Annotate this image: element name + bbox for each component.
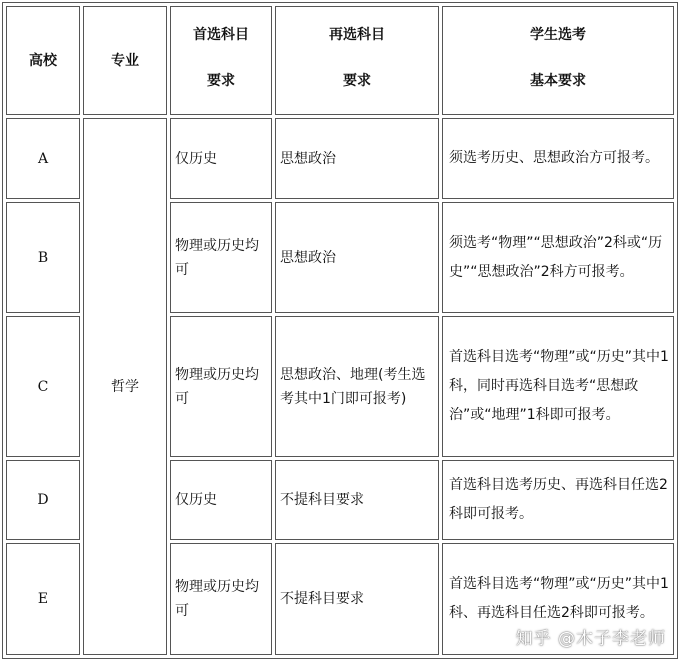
- subject-requirements-table: [2, 2, 678, 659]
- requirement-cell: 首选科目选考“物理”或“历史”其中1科、再选科目任选2科即可报考。: [442, 543, 674, 655]
- first-subject-cell: 仅历史: [170, 118, 272, 199]
- first-subject-cell: 仅历史: [170, 460, 272, 541]
- first-subject-cell: 物理或历史均可: [170, 543, 272, 655]
- header-first-subject-line2: 要求: [207, 72, 235, 89]
- second-subject-cell: 不提科目要求: [275, 543, 439, 655]
- header-requirement-line1: 学生选考: [530, 26, 586, 43]
- major-cell: 哲学: [83, 118, 167, 655]
- first-subject-cell: 物理或历史均可: [170, 202, 272, 314]
- first-subject-cell: 物理或历史均可: [170, 316, 272, 456]
- school-cell: E: [6, 543, 80, 655]
- table-row: [6, 118, 674, 199]
- school-cell: A: [6, 118, 80, 199]
- header-school: 高校: [6, 6, 80, 115]
- header-first-subject-line1: 首选科目: [193, 26, 249, 43]
- second-subject-cell: 不提科目要求: [275, 460, 439, 541]
- watermark: 知乎 @木子李老师: [515, 629, 666, 649]
- requirement-cell: 首选科目选考历史、再选科目任选2科即可报考。: [442, 460, 674, 541]
- header-second-subject-line1: 再选科目: [329, 26, 385, 43]
- header-major: 专业: [83, 6, 167, 115]
- header-first-subject: [170, 6, 272, 115]
- header-requirement: [442, 6, 674, 115]
- school-cell: D: [6, 460, 80, 541]
- header-second-subject: [275, 6, 439, 115]
- second-subject-cell: 思想政治: [275, 118, 439, 199]
- school-cell: C: [6, 316, 80, 456]
- header-second-subject-line2: 要求: [343, 72, 371, 89]
- second-subject-cell: 思想政治、地理(考生选考其中1门即可报考): [275, 316, 439, 456]
- second-subject-cell: 思想政治: [275, 202, 439, 314]
- school-cell: B: [6, 202, 80, 314]
- requirement-cell: 须选考“物理”“思想政治”2科或“历史”“思想政治”2科方可报考。: [442, 202, 674, 314]
- requirement-cell: 首选科目选考“物理”或“历史”其中1科，同时再选科目选考“思想政治”或“地理”1科即可报考。: [442, 316, 674, 456]
- requirement-cell: 须选考历史、思想政治方可报考。: [442, 118, 674, 199]
- header-requirement-line2: 基本要求: [530, 72, 586, 89]
- header-row: [6, 6, 674, 115]
